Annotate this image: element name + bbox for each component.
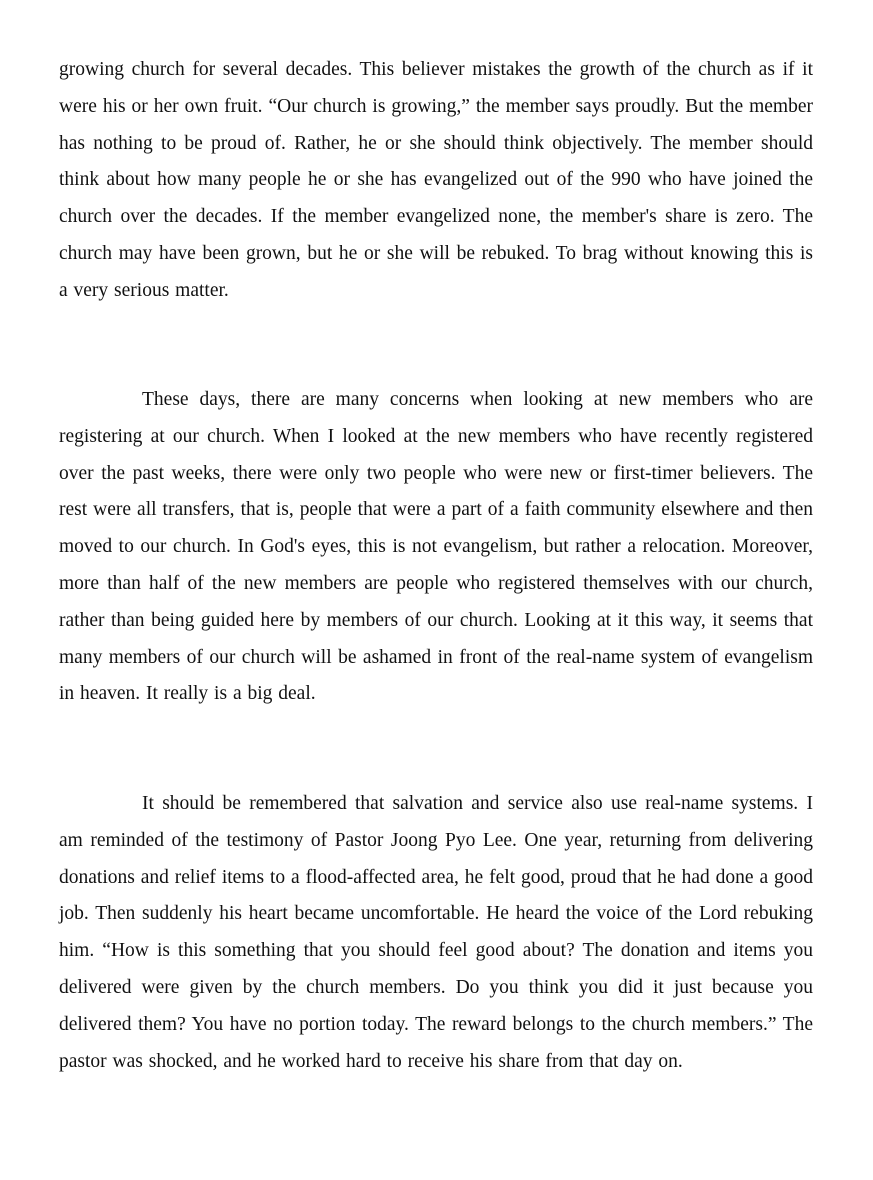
paragraph-1-text: growing church for several decades. This believer mistakes the growth of the church as if it were his or her own fruit. “Our church is growing,” the member says proudly. But the member has nothing to be proud of. Rather, he or she should think objectively. The member should think about how many people he or she has evangelized out of the 990 who have joined the church over the decades. If the member evangelized none, the member's share is zero. The church may have been grown, but he or she will be rebuked. To brag without knowing this is a very serious matter. <box>59 59 813 301</box>
paragraph-3 <box>59 786 813 1080</box>
paragraph-2-text: These days, there are many concerns when looking at new members who are registering at our church. When I looked at the new members who have recently registered over the past weeks, there were only two people who were new or first-timer believers. The rest were all transfers, that is, people that were a part of a faith community elsewhere and then moved to our church. In God's eyes, this is not evangelism, but rather a relocation. Moreover, more than half of the new members are people who registered themselves with our church, rather than being guided here by members of our church. Looking at it this way, it seems that many members of our church will be ashamed in front of the real-name system of evangelism in heaven. It really is a big deal. <box>59 389 813 705</box>
paragraph-3-text: It should be remembered that salvation and service also use real-name systems. I am reminded of the testimony of Pastor Joong Pyo Lee. One year, returning from delivering donations and relief items to a flood-affected area, he felt good, proud that he had done a good job. Then suddenly his heart became uncomfortable. He heard the voice of the Lord rebuking him. “How is this something that you should feel good about? The donation and items you delivered were given by the church members. Do you think you did it just because you delivered them? You have no portion today. The reward belongs to the church members.” The pastor was shocked, and he worked hard to receive his share from that day on. <box>59 793 813 1072</box>
paragraph-1 <box>59 52 813 310</box>
paragraph-2 <box>59 382 813 713</box>
